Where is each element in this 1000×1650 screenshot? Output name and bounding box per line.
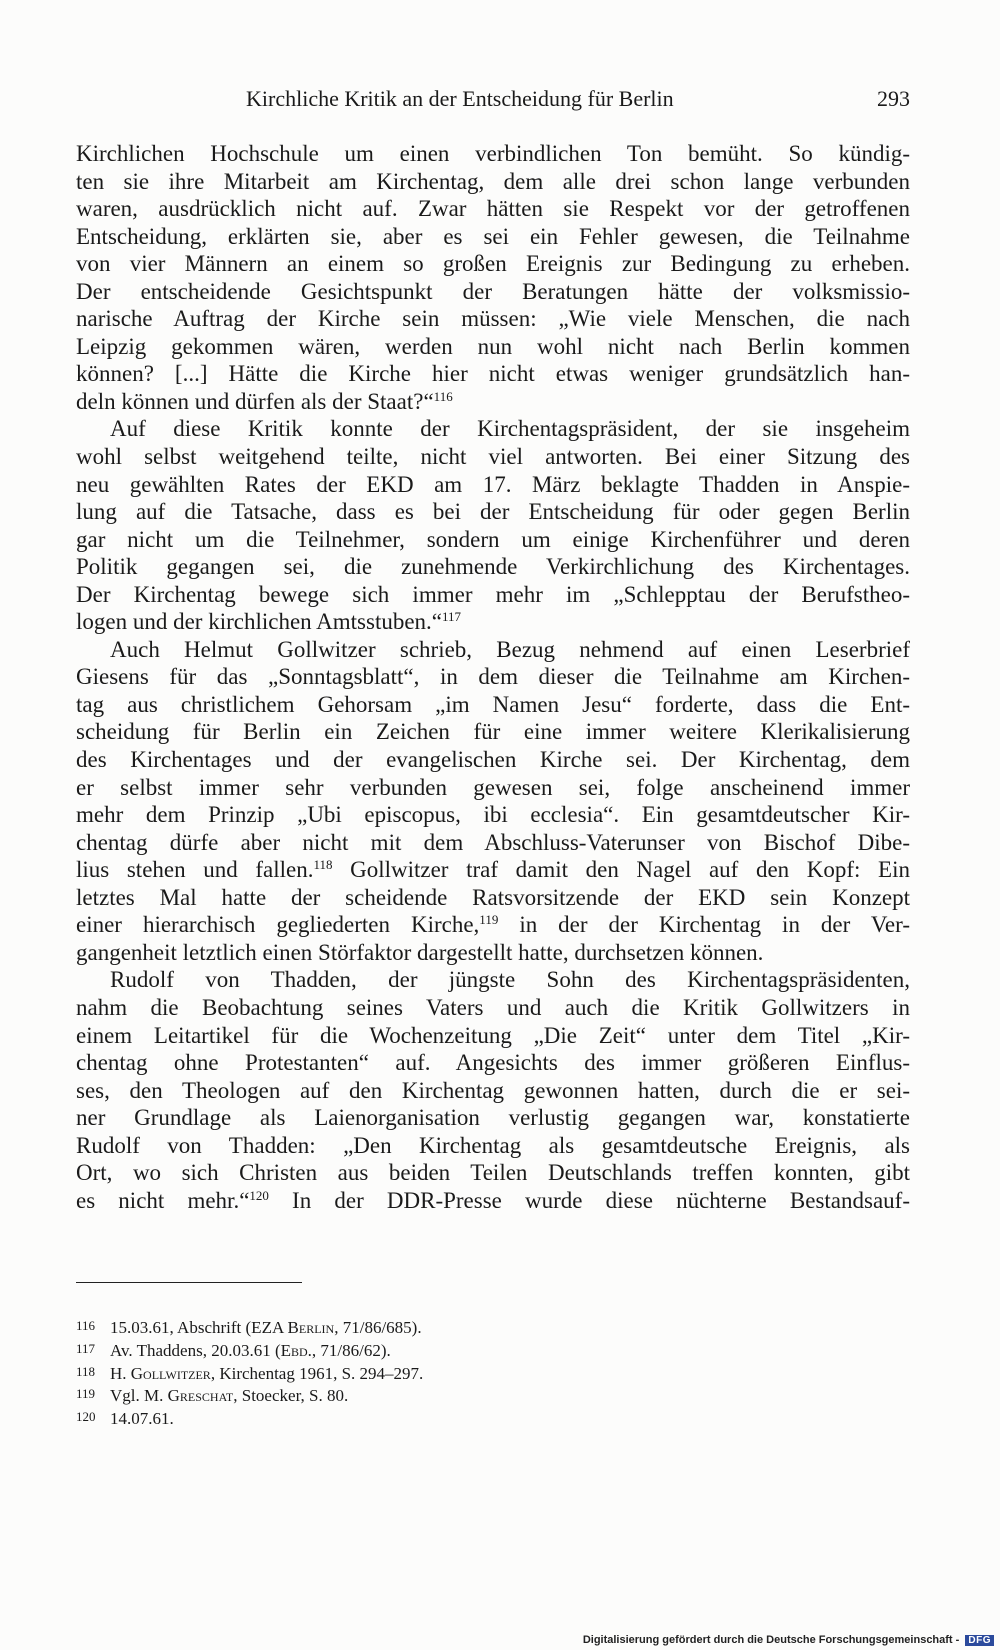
body-line-paragraph-end xyxy=(76,608,910,636)
footnote-ref-118[interactable]: 118 xyxy=(313,857,333,873)
body-line-text: einer hierarchisch gegliederten Kirche, xyxy=(76,912,480,938)
body-line: einem Leitartikel für die Wochenzeitung „Die Zeit“ unter dem Titel „Kir- xyxy=(76,1022,910,1048)
footnote-118 xyxy=(76,1361,776,1384)
dfg-logo: DFG xyxy=(965,1635,994,1646)
digitization-footer xyxy=(583,1634,994,1646)
footnote-ref-119[interactable]: 119 xyxy=(479,912,499,928)
footnote-text: , Stoecker, S. 80. xyxy=(233,1386,349,1406)
running-title: Kirchliche Kritik an der Entscheidung für Berlin xyxy=(246,86,674,111)
body-line: Leipzig gekommen wären, werden nun wohl nicht nach Berlin kommen xyxy=(76,333,910,359)
footnote-text: , 71/86/685). xyxy=(334,1318,422,1337)
body-line-paragraph-start: Auf diese Kritik konnte der Kirchentagspräsident, der sie insgeheim xyxy=(110,416,910,442)
footnote-text: , Kirchentag 1961, S. 294–297. xyxy=(210,1363,424,1383)
footnote-number: 117 xyxy=(76,1340,96,1356)
body-line: ses, den Theologen auf den Kirchentag gewonnen hatten, durch die er sei- xyxy=(76,1077,910,1103)
body-line-text: deln können und dürfen als der Staat?“ xyxy=(76,388,434,414)
body-line: Der entscheidende Gesichtspunkt der Beratungen hätte der volksmissio- xyxy=(76,278,910,304)
body-line: chentag dürfe aber nicht mit dem Abschluss-Vaterunser von Bischof Dibe- xyxy=(76,829,910,855)
body-line-text: In der DDR-Presse wurde diese nüchterne Bestandsauf- xyxy=(268,1187,910,1213)
footnote-number: 120 xyxy=(76,1409,96,1425)
body-line: können? [...] Hätte die Kirche hier nicht etwas weniger grundsätzlich han- xyxy=(76,361,910,387)
body-line: des Kirchentages und der evangelischen Kirche sei. Der Kirchentag, dem xyxy=(76,747,910,773)
footnote-number: 118 xyxy=(76,1363,96,1379)
body-line: mehr dem Prinzip „Ubi episcopus, ibi ecclesia“. Ein gesamtdeutscher Kir- xyxy=(76,802,910,828)
footnote-120 xyxy=(76,1406,776,1429)
footnote-text: Vgl. M. xyxy=(110,1386,168,1406)
footnote-ref-117[interactable]: 117 xyxy=(442,609,462,625)
body-line: letztes Mal hatte der scheidende Ratsvorsitzende der EKD sein Konzept xyxy=(76,884,910,910)
body-line: nahm die Beobachtung seines Vaters und auch die Kritik Gollwitzers in xyxy=(76,994,910,1020)
body-line-text: in der der Kirchentag in der Ver- xyxy=(498,912,910,938)
digitization-note: Digitalisierung gefördert durch die Deutsche Forschungsgemeinschaft - xyxy=(582,1634,960,1646)
body-line: neu gewählten Rates der EKD am 17. März beklagte Thadden in Anspie- xyxy=(76,471,910,497)
running-head xyxy=(76,84,910,114)
body-line-text: lius stehen und fallen. xyxy=(76,857,314,883)
footnote-ref-116[interactable]: 116 xyxy=(433,388,453,404)
footnotes xyxy=(76,1315,776,1429)
footnote-smallcaps: Greschat xyxy=(167,1386,234,1406)
footnote-text: 15.03.61, Abschrift (EZA xyxy=(110,1318,288,1337)
body-line: Ort, wo sich Christen aus beiden Teilen Deutschlands treffen konnten, gibt xyxy=(76,1160,910,1186)
footnote-number: 119 xyxy=(76,1386,96,1402)
body-line xyxy=(76,1187,910,1215)
footnote-text: H. xyxy=(110,1363,131,1383)
body-line xyxy=(76,856,910,884)
body-line: Der Kirchentag bewege sich immer mehr im „Schlepptau der Berufstheo- xyxy=(76,581,910,607)
body-line xyxy=(76,911,910,939)
footnote-smallcaps: Gollwitzer xyxy=(130,1363,211,1383)
footnote-divider xyxy=(76,1282,302,1283)
body-line: gar nicht um die Teilnehmer, sondern um einige Kirchenführer und deren xyxy=(76,526,910,552)
body-line: ten sie ihre Mitarbeit am Kirchentag, dem alle drei schon lange verbunden xyxy=(76,168,910,194)
body-line: chentag ohne Protestanten“ auf. Angesichts des immer größeren Einflus- xyxy=(76,1050,910,1076)
body-line-text: Gollwitzer traf damit den Nagel auf den Kopf: Ein xyxy=(332,857,910,883)
footnote-116 xyxy=(76,1315,776,1338)
body-line: Rudolf von Thadden: „Den Kirchentag als gesamtdeutsche Ereignis, als xyxy=(76,1132,910,1158)
footnote-text: Av. Thaddens, 20.03.61 ( xyxy=(110,1340,281,1360)
body-line: er selbst immer sehr verbunden gewesen sei, folge anscheinend immer xyxy=(76,774,910,800)
footnote-number: 116 xyxy=(76,1318,96,1333)
body-line-text: logen und der kirchlichen Amtsstuben.“ xyxy=(76,609,443,635)
body-line: Politik gegangen sei, die zunehmende Verkirchlichung des Kirchentages. xyxy=(76,554,910,580)
body-text xyxy=(76,140,910,1214)
footnote-117 xyxy=(76,1338,776,1361)
body-line: tag aus christlichem Gehorsam „im Namen Jesu“ forderte, dass die Ent- xyxy=(76,691,910,717)
body-line-paragraph-start: Rudolf von Thadden, der jüngste Sohn des Kirchentagspräsidenten, xyxy=(110,967,910,993)
footnote-text: , 71/86/62). xyxy=(311,1340,391,1360)
body-line-paragraph-end xyxy=(76,388,910,416)
body-line: Giesens für das „Sonntagsblatt“, in dem dieser die Teilnahme am Kirchen- xyxy=(76,664,910,690)
body-line: waren, ausdrücklich nicht auf. Zwar hätten sie Respekt vor der getroffenen xyxy=(76,196,910,222)
body-line-paragraph-start: Auch Helmut Gollwitzer schrieb, Bezug nehmend auf einen Leserbrief xyxy=(110,636,910,662)
body-line: von vier Männern an einem so großen Ereignis zur Bedingung zu erheben. xyxy=(76,251,910,277)
body-line: Kirchlichen Hochschule um einen verbindlichen Ton bemüht. So kündig- xyxy=(76,141,910,166)
footnote-smallcaps: Ebd. xyxy=(280,1340,312,1360)
footnote-smallcaps: Berlin xyxy=(287,1318,335,1337)
body-line: narische Auftrag der Kirche sein müssen: „Wie viele Menschen, die nach xyxy=(76,306,910,332)
footnote-ref-120[interactable]: 120 xyxy=(249,1187,269,1203)
body-line: Entscheidung, erklärten sie, aber es sei ein Fehler gewesen, die Teilnahme xyxy=(76,223,910,249)
body-line-text: es nicht mehr.“ xyxy=(76,1187,250,1213)
footnote-119 xyxy=(76,1383,776,1406)
footnote-text: 14.07.61. xyxy=(110,1409,174,1429)
page-number: 293 xyxy=(877,86,910,111)
body-line: wohl selbst weitgehend teilte, nicht viel antworten. Bei einer Sitzung des xyxy=(76,444,910,470)
body-line: scheidung für Berlin ein Zeichen für eine immer weitere Klerikalisierung xyxy=(76,719,910,745)
body-line: lung auf die Tatsache, dass es bei der Entscheidung für oder gegen Berlin xyxy=(76,499,910,525)
body-line: ner Grundlage als Laienorganisation verlustig gegangen war, konstatierte xyxy=(76,1105,910,1131)
body-line-paragraph-end: gangenheit letztlich einen Störfaktor dargestellt hatte, durchsetzen können. xyxy=(76,939,764,965)
